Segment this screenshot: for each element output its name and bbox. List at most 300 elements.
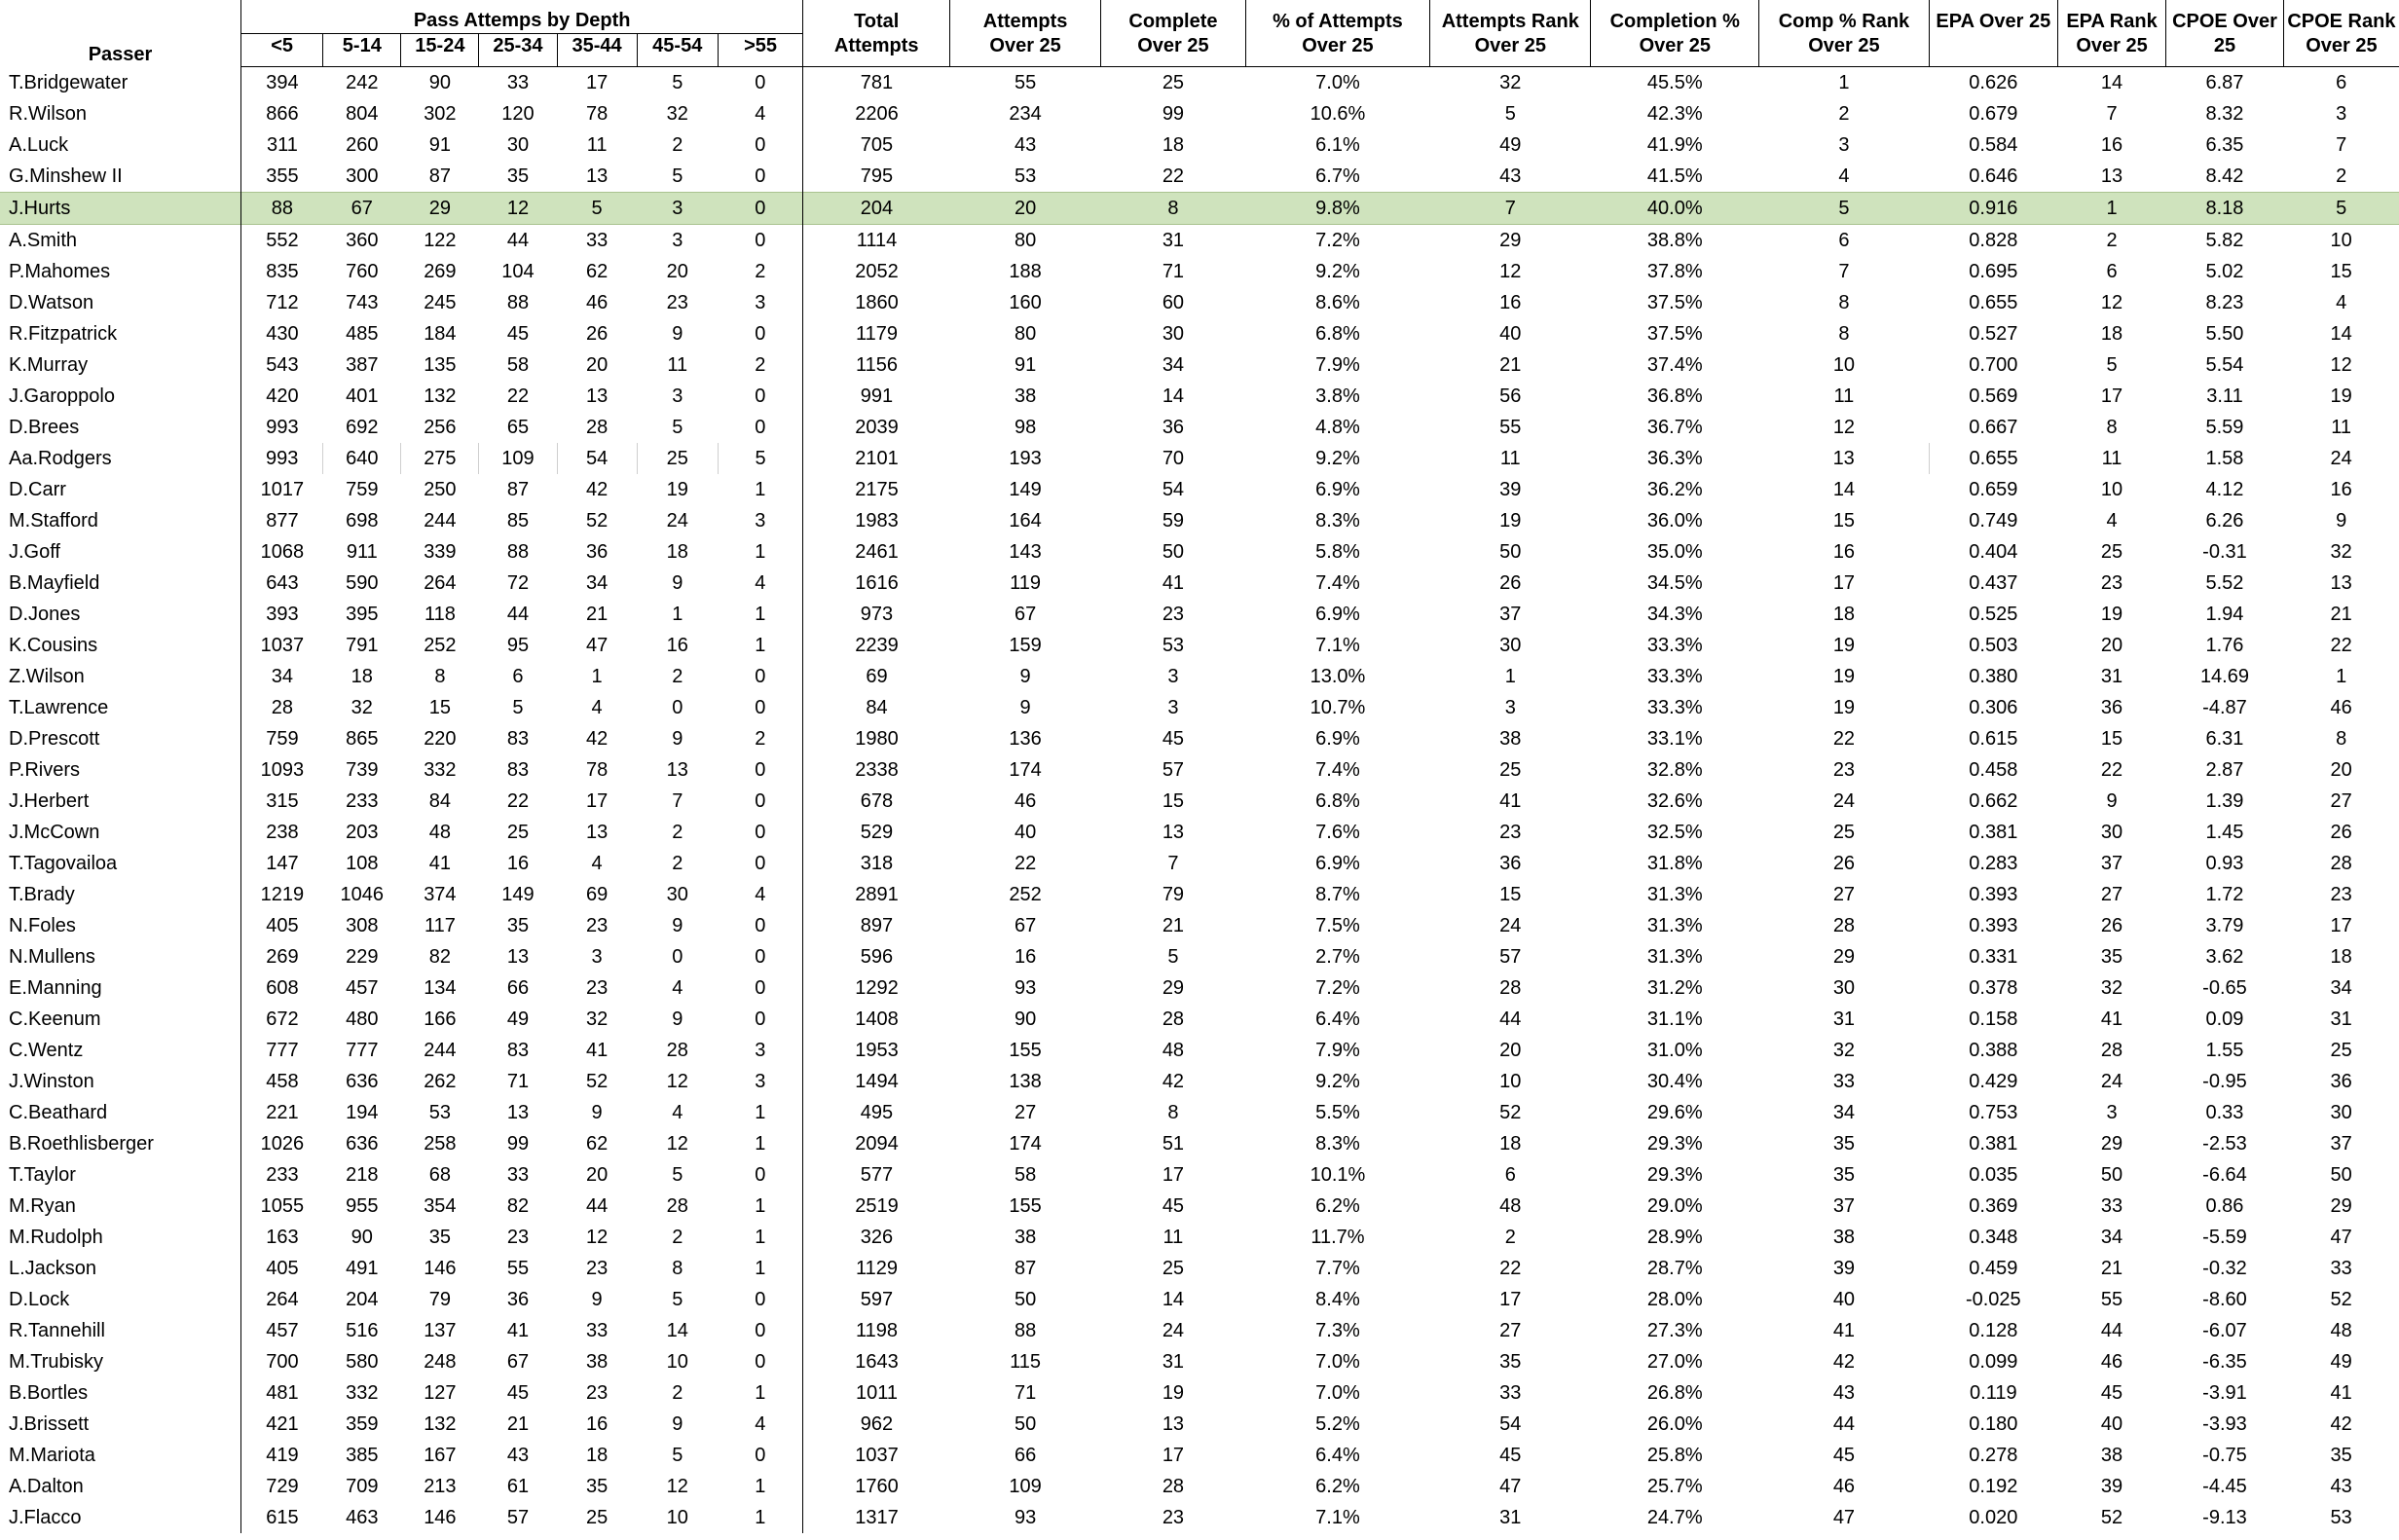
table-row[interactable] [0, 349, 2399, 381]
cell-cpoe-over-25[interactable]: 0.09 [2205, 1008, 2244, 1030]
cell-depth-45-54[interactable]: 10 [666, 1351, 688, 1373]
cell-total-attempts[interactable]: 962 [803, 1409, 950, 1440]
cell-depth-15-24[interactable]: 256 [424, 417, 457, 438]
cell-epa-over-25[interactable]: 0.393 [1969, 884, 2018, 905]
cell-pct-attempts-over-25[interactable]: 7.3% [1315, 1320, 1360, 1341]
cell-completion-pct-over-25[interactable]: 31.1% [1646, 1008, 1703, 1030]
cell-attempts-rank-over-25[interactable]: 56 [1499, 385, 1522, 407]
cell-pct-attempts-over-25[interactable]: 7.2% [1315, 230, 1360, 251]
cell-depth-35-44[interactable]: 33 [585, 230, 609, 251]
cell-depth-lt5[interactable]: 759 [241, 723, 323, 754]
cell-depth-lt5[interactable]: 700 [241, 1346, 323, 1377]
cell-depth-5-14[interactable]: 516 [346, 1320, 379, 1341]
cell-cpoe-over-25[interactable]: -2.53 [2202, 1133, 2247, 1155]
cell-pct-attempts-over-25[interactable]: 7.4% [1315, 572, 1360, 594]
cell-epa-over-25[interactable]: 0.527 [1969, 323, 2018, 345]
cell-completion-pct-over-25[interactable]: 28.9% [1646, 1227, 1703, 1248]
cell-depth-15-24[interactable]: 262 [424, 1071, 457, 1092]
cell-total-attempts[interactable]: 1760 [803, 1471, 950, 1502]
cell-depth-15-24[interactable]: 41 [428, 853, 451, 874]
cell-completion-pct-over-25[interactable]: 31.2% [1646, 977, 1703, 999]
table-row[interactable] [0, 193, 2399, 225]
cell-attempts-rank-over-25[interactable]: 29 [1499, 230, 1522, 251]
cell-complete-over-25[interactable]: 25 [1162, 1258, 1185, 1279]
cell-depth-5-14[interactable]: 360 [346, 230, 379, 251]
cell-attempts-rank-over-25[interactable]: 28 [1499, 977, 1522, 999]
cell-epa-rank-over-25[interactable]: 41 [2100, 1008, 2123, 1030]
cell-depth-45-54[interactable]: 32 [666, 103, 688, 125]
cell-cpoe-over-25[interactable]: 5.54 [2205, 354, 2244, 376]
cell-passer-name[interactable]: A.Dalton [9, 1476, 84, 1497]
table-row[interactable] [0, 287, 2399, 318]
cell-pct-attempts-over-25[interactable]: 6.9% [1315, 853, 1360, 874]
cell-depth-lt5[interactable]: 866 [241, 98, 323, 129]
cell-depth-25-34[interactable]: 99 [506, 1133, 530, 1155]
cell-attempts-rank-over-25[interactable]: 19 [1499, 510, 1522, 532]
cell-completion-pct-over-25[interactable]: 28.7% [1646, 1258, 1703, 1279]
col-header-cpoe-over-25[interactable]: CPOE Over [2166, 0, 2284, 34]
cell-complete-over-25[interactable]: 23 [1162, 604, 1185, 625]
cell-attempts-rank-over-25[interactable]: 2 [1504, 1227, 1516, 1248]
cell-depth-15-24[interactable]: 250 [424, 479, 457, 500]
cell-attempts-rank-over-25[interactable]: 27 [1499, 1320, 1522, 1341]
cell-epa-rank-over-25[interactable]: 7 [2106, 103, 2118, 125]
cell-complete-over-25[interactable]: 45 [1162, 1195, 1185, 1217]
cell-completion-pct-over-25[interactable]: 33.3% [1646, 635, 1703, 656]
cell-cpoe-rank-over-25[interactable]: 48 [2330, 1320, 2352, 1341]
table-row[interactable] [0, 1097, 2399, 1128]
cell-cpoe-over-25[interactable]: 1.55 [2205, 1040, 2244, 1061]
cell-completion-pct-over-25[interactable]: 33.3% [1646, 666, 1703, 687]
cell-depth-15-24[interactable]: 167 [424, 1445, 457, 1466]
cell-pct-attempts-over-25[interactable]: 8.7% [1315, 884, 1360, 905]
cell-pct-attempts-over-25[interactable]: 6.8% [1315, 323, 1360, 345]
cell-complete-over-25[interactable]: 45 [1162, 728, 1185, 750]
cell-cpoe-rank-over-25[interactable]: 50 [2330, 1164, 2352, 1186]
cell-epa-over-25[interactable]: 0.695 [1969, 261, 2018, 282]
col-header-pct-attempts-over-25[interactable]: % of Attempts [1245, 0, 1429, 34]
cell-comp-pct-rank-over-25[interactable]: 27 [1832, 884, 1856, 905]
cell-epa-over-25[interactable]: 0.128 [1969, 1320, 2018, 1341]
cell-epa-rank-over-25[interactable]: 25 [2100, 541, 2123, 563]
cell-depth-35-44[interactable]: 42 [585, 479, 609, 500]
cell-depth-25-34[interactable]: 49 [506, 1008, 530, 1030]
cell-depth-25-34[interactable]: 72 [506, 572, 530, 594]
cell-complete-over-25[interactable]: 59 [1162, 510, 1185, 532]
cell-passer-name[interactable]: T.Tagovailoa [9, 853, 118, 874]
cell-complete-over-25[interactable]: 36 [1162, 417, 1185, 438]
cell-depth-15-24[interactable]: 87 [428, 165, 451, 187]
cell-attempts-rank-over-25[interactable]: 41 [1499, 790, 1522, 812]
cell-epa-rank-over-25[interactable]: 38 [2100, 1445, 2123, 1466]
cell-epa-over-25[interactable]: 0.916 [1929, 193, 2057, 225]
cell-passer-name[interactable]: J.Hurts [0, 193, 241, 225]
cell-depth-gt55[interactable]: 0 [755, 165, 766, 187]
cell-completion-pct-over-25[interactable]: 25.7% [1646, 1476, 1703, 1497]
cell-passer-name[interactable]: J.Brissett [9, 1413, 90, 1435]
cell-pct-attempts-over-25[interactable]: 3.8% [1315, 385, 1360, 407]
cell-epa-rank-over-25[interactable]: 23 [2100, 572, 2123, 594]
cell-depth-35-44[interactable]: 38 [585, 1351, 609, 1373]
cell-completion-pct-over-25[interactable]: 27.0% [1646, 1351, 1703, 1373]
cell-depth-5-14[interactable]: 955 [346, 1195, 379, 1217]
cell-total-attempts[interactable]: 2519 [803, 1191, 950, 1222]
cell-completion-pct-over-25[interactable]: 31.3% [1646, 884, 1703, 905]
cell-depth-5-14[interactable]: 308 [346, 915, 379, 936]
cell-total-attempts[interactable]: 2052 [803, 256, 950, 287]
cell-depth-5-14[interactable]: 580 [346, 1351, 379, 1373]
cell-cpoe-rank-over-25[interactable]: 36 [2330, 1071, 2352, 1092]
cell-attempts-rank-over-25[interactable]: 23 [1499, 822, 1522, 843]
cell-passer-name[interactable]: R.Fitzpatrick [9, 323, 118, 345]
cell-completion-pct-over-25[interactable]: 31.3% [1646, 915, 1703, 936]
cell-depth-gt55[interactable]: 1 [755, 1507, 766, 1528]
cell-cpoe-rank-over-25[interactable]: 43 [2330, 1476, 2352, 1497]
cell-attempts-over-25[interactable]: 119 [1010, 572, 1042, 594]
cell-total-attempts[interactable]: 1616 [803, 568, 950, 599]
cell-comp-pct-rank-over-25[interactable]: 12 [1832, 417, 1856, 438]
table-row[interactable] [0, 630, 2399, 661]
cell-depth-gt55[interactable]: 0 [755, 1164, 766, 1186]
cell-attempts-over-25[interactable]: 174 [1009, 1133, 1042, 1155]
cell-epa-rank-over-25[interactable]: 28 [2100, 1040, 2123, 1061]
cell-epa-over-25[interactable]: 0.348 [1969, 1227, 2018, 1248]
cell-pct-attempts-over-25[interactable]: 8.4% [1315, 1289, 1360, 1310]
cell-cpoe-over-25[interactable]: 6.31 [2205, 728, 2244, 750]
cell-attempts-over-25[interactable]: 193 [1009, 448, 1042, 469]
cell-attempts-over-25[interactable]: 252 [1009, 884, 1042, 905]
table-row[interactable] [0, 754, 2399, 786]
cell-epa-over-25[interactable]: 0.380 [1969, 666, 2018, 687]
cell-depth-35-44[interactable]: 20 [585, 354, 609, 376]
cell-attempts-over-25[interactable]: 46 [1014, 790, 1037, 812]
cell-depth-35-44[interactable]: 1 [591, 666, 603, 687]
cell-epa-rank-over-25[interactable]: 18 [2100, 323, 2123, 345]
cell-completion-pct-over-25[interactable]: 36.8% [1646, 385, 1703, 407]
cell-complete-over-25[interactable]: 34 [1162, 354, 1185, 376]
cell-passer-name[interactable]: R.Tannehill [9, 1320, 105, 1341]
cell-cpoe-rank-over-25[interactable]: 5 [2283, 193, 2399, 225]
col-header-cpoe-rank-over-25[interactable]: CPOE Rank [2283, 0, 2399, 34]
cell-depth-25-34[interactable]: 83 [506, 759, 530, 781]
cell-attempts-over-25[interactable]: 43 [1014, 134, 1037, 156]
cell-comp-pct-rank-over-25[interactable]: 41 [1832, 1320, 1856, 1341]
cell-total-attempts[interactable]: 1292 [803, 972, 950, 1004]
cell-depth-35-44[interactable]: 54 [557, 443, 637, 474]
cell-cpoe-rank-over-25[interactable]: 20 [2330, 759, 2352, 781]
cell-attempts-rank-over-25[interactable]: 57 [1499, 946, 1522, 968]
cell-depth-25-34[interactable]: 88 [506, 292, 530, 313]
cell-depth-25-34[interactable]: 41 [506, 1320, 530, 1341]
cell-depth-45-54[interactable]: 5 [672, 1164, 683, 1186]
cell-depth-15-24[interactable]: 374 [424, 884, 457, 905]
cell-depth-lt5[interactable]: 1055 [241, 1191, 323, 1222]
cell-total-attempts[interactable]: 1156 [803, 349, 950, 381]
cell-depth-35-44[interactable]: 46 [585, 292, 609, 313]
cell-comp-pct-rank-over-25[interactable]: 3 [1838, 134, 1850, 156]
cell-attempts-rank-over-25[interactable]: 52 [1499, 1102, 1522, 1123]
cell-depth-25-34[interactable]: 67 [506, 1351, 530, 1373]
cell-depth-5-14[interactable]: 692 [346, 417, 379, 438]
cell-total-attempts[interactable]: 2175 [803, 474, 950, 505]
cell-epa-over-25[interactable]: 0.655 [1969, 292, 2018, 313]
cell-depth-45-54[interactable]: 12 [666, 1071, 688, 1092]
cell-depth-25-34[interactable]: 12 [479, 193, 557, 225]
cell-depth-15-24[interactable]: 134 [424, 977, 457, 999]
cell-depth-25-34[interactable]: 120 [501, 103, 535, 125]
cell-depth-5-14[interactable]: 233 [346, 790, 379, 812]
cell-pct-attempts-over-25[interactable]: 9.2% [1315, 261, 1360, 282]
cell-epa-rank-over-25[interactable]: 55 [2100, 1289, 2123, 1310]
table-row[interactable] [0, 1222, 2399, 1253]
cell-depth-15-24[interactable]: 302 [424, 103, 457, 125]
cell-depth-5-14[interactable]: 491 [346, 1258, 379, 1279]
cell-epa-over-25[interactable]: 0.458 [1969, 759, 2018, 781]
cell-depth-gt55[interactable]: 0 [755, 230, 766, 251]
cell-comp-pct-rank-over-25[interactable]: 2 [1838, 103, 1850, 125]
cell-complete-over-25[interactable]: 7 [1167, 853, 1179, 874]
cell-depth-15-24[interactable]: 90 [428, 72, 451, 93]
cell-depth-45-54[interactable]: 7 [672, 790, 683, 812]
cell-attempts-rank-over-25[interactable]: 39 [1499, 479, 1522, 500]
table-row[interactable] [0, 412, 2399, 443]
cell-complete-over-25[interactable]: 5 [1167, 946, 1179, 968]
cell-depth-45-54[interactable]: 24 [666, 510, 688, 532]
cell-depth-25-34[interactable]: 33 [506, 72, 530, 93]
cell-pct-attempts-over-25[interactable]: 7.0% [1315, 72, 1360, 93]
cell-attempts-over-25[interactable]: 20 [950, 193, 1101, 225]
cell-depth-35-44[interactable]: 47 [585, 635, 609, 656]
cell-passer-name[interactable]: J.Herbert [9, 790, 90, 812]
cell-depth-lt5[interactable]: 221 [241, 1097, 323, 1128]
cell-depth-45-54[interactable]: 2 [672, 666, 683, 687]
cell-epa-rank-over-25[interactable]: 39 [2100, 1476, 2123, 1497]
table-row[interactable] [0, 1377, 2399, 1409]
cell-depth-35-44[interactable]: 20 [585, 1164, 609, 1186]
cell-epa-rank-over-25[interactable]: 11 [2101, 448, 2122, 469]
cell-passer-name[interactable]: C.Beathard [9, 1102, 108, 1123]
cell-depth-gt55[interactable]: 0 [755, 72, 766, 93]
cell-pct-attempts-over-25[interactable]: 6.2% [1315, 1476, 1360, 1497]
cell-epa-rank-over-25[interactable]: 50 [2100, 1164, 2123, 1186]
cell-pct-attempts-over-25[interactable]: 7.1% [1315, 1507, 1360, 1528]
table-row[interactable] [0, 723, 2399, 754]
cell-cpoe-rank-over-25[interactable]: 26 [2330, 822, 2352, 843]
cell-attempts-rank-over-25[interactable]: 37 [1499, 604, 1522, 625]
cell-depth-lt5[interactable]: 419 [241, 1440, 323, 1471]
cell-completion-pct-over-25[interactable]: 34.5% [1646, 572, 1703, 594]
cell-depth-15-24[interactable]: 137 [424, 1320, 457, 1341]
cell-completion-pct-over-25[interactable]: 31.3% [1646, 946, 1703, 968]
cell-depth-gt55[interactable]: 3 [755, 510, 766, 532]
cell-cpoe-over-25[interactable]: 4.12 [2205, 479, 2244, 500]
cell-depth-25-34[interactable]: 104 [501, 261, 535, 282]
cell-depth-lt5[interactable]: 34 [241, 661, 323, 692]
cell-total-attempts[interactable]: 1983 [803, 505, 950, 536]
cell-depth-gt55[interactable]: 0 [755, 1008, 766, 1030]
cell-complete-over-25[interactable]: 53 [1162, 635, 1185, 656]
table-row[interactable] [0, 972, 2399, 1004]
cell-depth-lt5[interactable]: 264 [241, 1284, 323, 1315]
table-row[interactable] [0, 98, 2399, 129]
cell-complete-over-25[interactable]: 3 [1167, 666, 1179, 687]
cell-passer-name[interactable]: E.Manning [9, 977, 102, 999]
cell-epa-rank-over-25[interactable]: 19 [2100, 604, 2123, 625]
cell-comp-pct-rank-over-25[interactable]: 47 [1832, 1507, 1856, 1528]
cell-comp-pct-rank-over-25[interactable]: 34 [1832, 1102, 1856, 1123]
cell-depth-35-44[interactable]: 17 [585, 790, 609, 812]
table-row[interactable] [0, 848, 2399, 879]
cell-depth-5-14[interactable]: 18 [351, 666, 373, 687]
cell-depth-lt5[interactable]: 835 [241, 256, 323, 287]
cell-depth-25-34[interactable]: 82 [506, 1195, 530, 1217]
cell-cpoe-rank-over-25[interactable]: 8 [2336, 728, 2347, 750]
cell-comp-pct-rank-over-25[interactable]: 33 [1832, 1071, 1856, 1092]
cell-depth-gt55[interactable]: 0 [755, 1289, 766, 1310]
cell-depth-5-14[interactable]: 203 [346, 822, 379, 843]
table-row[interactable] [0, 1409, 2399, 1440]
cell-epa-rank-over-25[interactable]: 15 [2100, 728, 2123, 750]
cell-depth-35-44[interactable]: 28 [585, 417, 609, 438]
cell-depth-35-44[interactable]: 42 [585, 728, 609, 750]
cell-passer-name[interactable]: D.Watson [9, 292, 94, 313]
cell-depth-25-34[interactable]: 88 [506, 541, 530, 563]
cell-depth-35-44[interactable]: 4 [591, 697, 603, 718]
cell-total-attempts[interactable]: 2338 [803, 754, 950, 786]
cell-attempts-over-25[interactable]: 174 [1009, 759, 1042, 781]
cell-depth-35-44[interactable]: 16 [585, 1413, 609, 1435]
cell-depth-lt5[interactable]: 777 [241, 1035, 323, 1066]
table-row[interactable] [0, 1253, 2399, 1284]
cell-attempts-rank-over-25[interactable]: 26 [1499, 572, 1522, 594]
cell-depth-45-54[interactable]: 16 [666, 635, 688, 656]
cell-completion-pct-over-25[interactable]: 31.8% [1646, 853, 1703, 874]
cell-cpoe-rank-over-25[interactable]: 11 [2331, 417, 2352, 438]
table-row[interactable] [0, 1159, 2399, 1191]
cell-depth-35-44[interactable]: 33 [585, 1320, 609, 1341]
cell-depth-25-34[interactable]: 149 [501, 884, 535, 905]
cell-passer-name[interactable]: T.Brady [9, 884, 75, 905]
cell-depth-35-44[interactable]: 36 [585, 541, 609, 563]
cell-depth-5-14[interactable]: 395 [346, 604, 379, 625]
cell-epa-rank-over-25[interactable]: 16 [2100, 134, 2123, 156]
cell-depth-lt5[interactable]: 311 [241, 129, 323, 161]
cell-cpoe-rank-over-25[interactable]: 37 [2330, 1133, 2352, 1155]
cell-complete-over-25[interactable]: 42 [1162, 1071, 1185, 1092]
table-row[interactable] [0, 1284, 2399, 1315]
cell-cpoe-over-25[interactable]: 6.26 [2205, 510, 2244, 532]
cell-cpoe-rank-over-25[interactable]: 23 [2330, 884, 2352, 905]
cell-epa-over-25[interactable]: 0.525 [1969, 604, 2018, 625]
cell-depth-15-24[interactable]: 339 [424, 541, 457, 563]
cell-attempts-rank-over-25[interactable]: 38 [1499, 728, 1522, 750]
col-header-total-attempts[interactable]: Total [803, 0, 950, 34]
cell-depth-lt5[interactable]: 993 [241, 412, 323, 443]
cell-depth-25-34[interactable]: 13 [506, 946, 530, 968]
cell-cpoe-rank-over-25[interactable]: 9 [2336, 510, 2347, 532]
cell-depth-5-14[interactable]: 67 [323, 193, 401, 225]
cell-depth-gt55[interactable]: 1 [755, 1195, 766, 1217]
cell-depth-5-14[interactable]: 401 [346, 385, 379, 407]
cell-pct-attempts-over-25[interactable]: 9.2% [1315, 1071, 1360, 1092]
cell-depth-35-44[interactable]: 11 [586, 134, 608, 156]
cell-epa-over-25[interactable]: 0.569 [1969, 385, 2018, 407]
cell-depth-25-34[interactable]: 36 [506, 1289, 530, 1310]
cell-depth-5-14[interactable]: 709 [346, 1476, 379, 1497]
cell-cpoe-rank-over-25[interactable]: 14 [2330, 323, 2352, 345]
cell-cpoe-rank-over-25[interactable]: 46 [2330, 697, 2352, 718]
cell-depth-lt5[interactable]: 1068 [241, 536, 323, 568]
cell-completion-pct-over-25[interactable]: 35.0% [1646, 541, 1703, 563]
cell-cpoe-rank-over-25[interactable]: 49 [2330, 1351, 2352, 1373]
cell-depth-5-14[interactable]: 865 [346, 728, 379, 750]
cell-depth-15-24[interactable]: 166 [424, 1008, 457, 1030]
cell-passer-name[interactable]: Aa.Rodgers [9, 448, 112, 469]
cell-passer-name[interactable]: G.Minshew II [9, 165, 123, 187]
cell-complete-over-25[interactable]: 30 [1162, 323, 1185, 345]
table-row[interactable] [0, 536, 2399, 568]
cell-depth-gt55[interactable]: 0 [755, 915, 766, 936]
cell-depth-lt5[interactable]: 393 [241, 599, 323, 630]
cell-depth-25-34[interactable]: 66 [506, 977, 530, 999]
cell-total-attempts[interactable]: 795 [803, 161, 950, 193]
cell-attempts-over-25[interactable]: 55 [1014, 72, 1037, 93]
cell-comp-pct-rank-over-25[interactable]: 38 [1832, 1227, 1856, 1248]
cell-attempts-rank-over-25[interactable]: 35 [1499, 1351, 1522, 1373]
cell-depth-35-44[interactable]: 12 [585, 1227, 609, 1248]
cell-depth-lt5[interactable]: 315 [241, 786, 323, 817]
cell-attempts-rank-over-25[interactable]: 22 [1499, 1258, 1522, 1279]
cell-depth-25-34[interactable]: 16 [506, 853, 530, 874]
cell-cpoe-over-25[interactable]: -4.45 [2202, 1476, 2247, 1497]
table-row[interactable] [0, 599, 2399, 630]
cell-depth-lt5[interactable]: 643 [241, 568, 323, 599]
cell-cpoe-rank-over-25[interactable]: 3 [2336, 103, 2347, 125]
cell-passer-name[interactable]: P.Rivers [9, 759, 80, 781]
cell-depth-25-34[interactable]: 25 [506, 822, 530, 843]
cell-depth-25-34[interactable]: 45 [506, 1382, 530, 1404]
cell-depth-lt5[interactable]: 615 [241, 1502, 323, 1533]
cell-depth-25-34[interactable]: 85 [506, 510, 530, 532]
cell-pct-attempts-over-25[interactable]: 6.4% [1315, 1445, 1360, 1466]
cell-depth-35-44[interactable]: 17 [585, 72, 609, 93]
cell-passer-name[interactable]: J.Flacco [9, 1507, 82, 1528]
table-row[interactable] [0, 1004, 2399, 1035]
cell-depth-gt55[interactable]: 0 [718, 193, 802, 225]
cell-complete-over-25[interactable]: 14 [1162, 385, 1185, 407]
cell-depth-35-44[interactable]: 23 [585, 977, 609, 999]
cell-attempts-over-25[interactable]: 9 [1019, 697, 1031, 718]
col-header-epa-rank-over-25[interactable]: EPA Rank [2057, 0, 2165, 34]
cell-epa-rank-over-25[interactable]: 33 [2100, 1195, 2123, 1217]
cell-total-attempts[interactable]: 1408 [803, 1004, 950, 1035]
cell-depth-15-24[interactable]: 79 [428, 1289, 451, 1310]
cell-total-attempts[interactable]: 204 [803, 193, 950, 225]
cell-complete-over-25[interactable]: 8 [1101, 193, 1246, 225]
cell-epa-rank-over-25[interactable]: 4 [2106, 510, 2118, 532]
cell-epa-rank-over-25[interactable]: 21 [2100, 1258, 2123, 1279]
cell-total-attempts[interactable]: 1011 [803, 1377, 950, 1409]
cell-attempts-rank-over-25[interactable]: 11 [1499, 448, 1521, 469]
cell-depth-5-14[interactable]: 359 [346, 1413, 379, 1435]
cell-completion-pct-over-25[interactable]: 34.3% [1646, 604, 1703, 625]
cell-depth-35-44[interactable]: 23 [585, 1382, 609, 1404]
cell-epa-rank-over-25[interactable]: 6 [2106, 261, 2118, 282]
cell-depth-25-34[interactable]: 35 [506, 915, 530, 936]
cell-attempts-over-25[interactable]: 71 [1014, 1382, 1037, 1404]
cell-depth-45-54[interactable]: 10 [666, 1507, 688, 1528]
cell-comp-pct-rank-over-25[interactable]: 22 [1832, 728, 1856, 750]
